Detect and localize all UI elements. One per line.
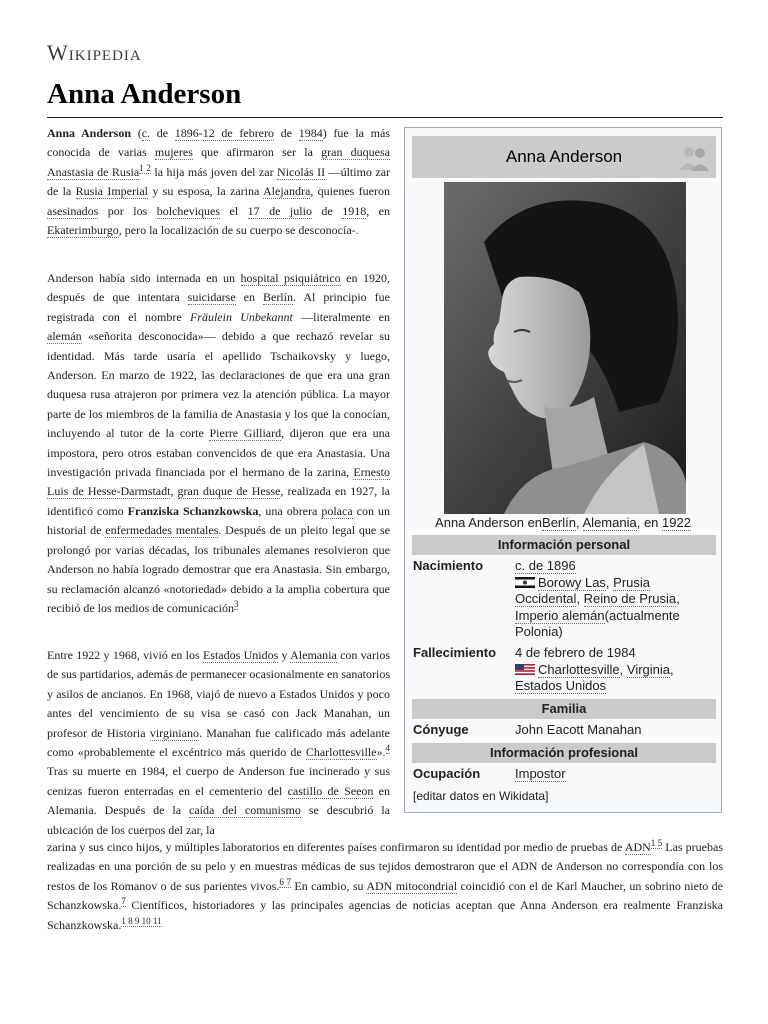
- spouse-value: John Eacott Manahan: [515, 722, 642, 737]
- link-caida-comunismo[interactable]: caída del comunismo: [189, 803, 301, 818]
- ref-1-8-9-10-11[interactable]: 1 8 9 10 11: [121, 915, 162, 926]
- death-value: 4 de febrero de 1984 Charlottesville, Virginia, Estados Unidos: [515, 645, 674, 693]
- link-17-julio[interactable]: 17 de julio: [247, 203, 312, 218]
- ref-3[interactable]: 3: [233, 598, 239, 609]
- portrait-photo: [444, 182, 686, 514]
- link-rusia-imperial[interactable]: Rusia Imperial: [75, 184, 148, 199]
- caption-link-alemania[interactable]: Alemania: [582, 515, 637, 530]
- link-virginiano[interactable]: virginiano: [149, 725, 199, 740]
- section-professional: Información profesional: [412, 743, 716, 763]
- link-impostor[interactable]: Impostor: [515, 766, 566, 781]
- link-charlottesville-box[interactable]: Charlottesville: [538, 661, 620, 677]
- link-circa-1896[interactable]: c. de 1896: [515, 558, 576, 573]
- link-prusia-occidental[interactable]: Prusia Occidental: [515, 574, 651, 606]
- ref-1-5[interactable]: 1 5: [650, 838, 663, 848]
- link-bolcheviques[interactable]: bolcheviques: [156, 203, 221, 218]
- ref-6-7[interactable]: 6 7: [279, 876, 291, 887]
- article-paragraph-1: Anna Anderson (c. de 1896-12 de febrero de 1984) fue la más conocida de varias mujeres que afirmaron ser la gran duquesa Anastasia de Rusia$^{1 2}$ la hija más joven del zar Nicolás II —último zar de la Rusia Imperial y su esposa, la zarina Alejandra, quienes fueron asesinados por los bolcheviques el 17 de julio de 1918, en Ekaterimburgo, pero la localización de su cuerpo se desconocía-.: [47, 126, 391, 238]
- death-label: Fallecimiento: [413, 645, 497, 660]
- link-estados-unidos-box[interactable]: Estados Unidos: [515, 678, 607, 693]
- link-gran-duquesa[interactable]: gran duquesa Anastasia de Rusia: [47, 145, 390, 179]
- spouse-label: Cónyuge: [413, 722, 469, 737]
- subject-name: Anna Anderson: [47, 126, 132, 140]
- ref-4[interactable]: 4: [385, 743, 390, 754]
- caption-link-1922[interactable]: 1922: [662, 515, 691, 530]
- link-circa[interactable]: c.: [141, 126, 151, 140]
- link-mujeres[interactable]: mujeres: [154, 145, 193, 160]
- link-12-febrero[interactable]: 12 de febrero: [202, 126, 275, 140]
- article-paragraph-4: zarina y sus cinco hijos, y múltiples laboratorios en diferentes países confirmaron su identidad por medio de pruebas de $ADN^{1 5}$ Las pruebas realizadas en una porción de su pelo y en muestras médicas de sus tejidos demostraron que el ADN de Anderson no correspondía con los restos de los Romanov o de sus parientes vivos.$^{6 7}$ En cambio, su ADN mitocondrial coincidió con el de Karl Maucher, un sobrino nieto de Schanzkowska.$^7$ Científicos, historiadores y las principales agencias de noticias aceptan que Anna Anderson era realmente Franziska Schanzkowska.$^{1 8 9 10 11}$: [47, 838, 723, 932]
- link-nicolas-ii[interactable]: Nicolás II: [277, 164, 326, 179]
- link-estados-unidos[interactable]: Estados Unidos: [202, 648, 279, 662]
- link-imperio-aleman[interactable]: Imperio alemán: [515, 607, 605, 623]
- page-title: Anna Anderson: [47, 78, 242, 110]
- link-hospital-psiquiatrico[interactable]: hospital psiquiátrico: [240, 271, 341, 285]
- us-flag-icon: [515, 664, 535, 675]
- occupation-value: [515, 766, 715, 783]
- infobox: [404, 127, 722, 813]
- infobox-header: [412, 136, 716, 178]
- section-family: Familia: [412, 699, 716, 719]
- link-polaca[interactable]: polaca: [321, 503, 353, 518]
- occupation-label: Ocupación: [413, 766, 481, 781]
- article-paragraph-3: Entre 1922 y 1968, vivió en los Estados Unidos y Alemania con varios de sus partidarios, además de permanecer ocasionalmente en sanatorios y asilos de ancianos. En 1968, viajó de nuevo a Estados Unidos y poco antes del vencimiento de su visa se casó con Jack Manahan, un profesor de Historia virginiano. Manahan fue calificado más adelante como «probablemente el excéntrico más querido de Charlottesville».$^4$ Tras su muerte en 1984, el cuerpo de Anderson fue incinerado y sus cenizas fueron enterradas en el cementerio del castillo de Seeon en Alemania. Después de la caída del comunismo se descubrió la ubicación de los cuerpos del zar, la: [47, 648, 391, 837]
- article-paragraph-2: Anderson había sido internada en un hospital psiquiátrico en 1920, después de que intentara suicidarse en Berlín. Al principio fue registrada con el nombre Fräulein Unbekannt —literalmente en alemán «señorita desconocida»— debido a que rechazó revelar su identidad. Más tarde usaría el apellido Tschaikovsky y luego, Anderson. En marzo de 1922, las declaraciones de que era una gran duquesa rusa atrajeron por primera vez la atención pública. La mayor parte de los miembros de la familia de Anastasia y los que la conocían, incluyendo al tutor de la corte Pierre Gilliard, dijeron que era una impostora, pero otros estaban convencidos de que era Anastasia. Una investigación privada financiada por el hermano de la zarina, Ernesto Luis de Hesse-Darmstadt, gran duque de Hesse, realizada en 1927, la identificó como Franziska Schanzkowska, una obrera polaca con un historial de enfermedades mentales. Después de un pleito legal que se prolongó por varias décadas, los tribunales alemanes resolvieron que Anderson no había logrado demostrar que era Anastasia. Sin embargo, su reclamación alcanzó «notoriedad» debido a la amplia cobertura que recibió de los medios de comunicación$^3$: [47, 271, 391, 615]
- birth-value: c. de 1896 Borowy Las, Prusia Occidental, Reino de Prusia, Imperio alemán(actualmente Polonia): [515, 558, 680, 639]
- link-pierre-gilliard[interactable]: Pierre Gilliard: [209, 426, 282, 441]
- link-1896[interactable]: 1896: [174, 126, 199, 140]
- birth-label: Nacimiento: [413, 558, 484, 573]
- link-1984[interactable]: 1984: [298, 126, 323, 140]
- section-personal: Información personal: [412, 535, 716, 555]
- link-1918[interactable]: 1918: [342, 203, 367, 218]
- link-berlin[interactable]: Berlín: [262, 290, 293, 305]
- ref-1-2[interactable]: 1 2: [139, 162, 151, 173]
- photo-caption: Anna Anderson enBerlín, Alemania, en 1922: [435, 515, 691, 530]
- wikipedia-wordmark[interactable]: Wikipedia: [47, 40, 142, 65]
- infobox-title: Anna Anderson: [505, 147, 623, 166]
- link-charlottesville[interactable]: Charlottesville: [305, 745, 377, 760]
- link-reino-prusia[interactable]: Reino de Prusia: [583, 591, 677, 606]
- link-alejandra[interactable]: Alejandra: [263, 184, 311, 199]
- title-divider: [47, 117, 723, 118]
- fraulein-unbekannt: Fräulein Unbekannt: [189, 309, 293, 324]
- ref-7[interactable]: 7: [121, 896, 126, 907]
- link-castillo-seeon[interactable]: castillo de Seeon: [287, 783, 374, 798]
- prussia-flag-icon: [515, 577, 535, 588]
- people-icon: [678, 142, 710, 172]
- link-adn-mitocondrial[interactable]: ADN mitocondrial: [366, 878, 458, 893]
- link-virginia[interactable]: Virginia: [626, 661, 671, 677]
- link-borowy-las[interactable]: Borowy Las: [538, 574, 606, 590]
- franziska-name: Franziska Schanzkowska: [127, 503, 259, 518]
- edit-wikidata-link[interactable]: [editar datos en Wikidata]: [413, 789, 549, 803]
- link-aleman[interactable]: alemán: [47, 329, 82, 344]
- link-asesinados[interactable]: asesinados: [47, 203, 99, 218]
- link-ekaterimburgo[interactable]: Ekaterimburgo: [47, 223, 119, 238]
- link-gran-duque-hesse[interactable]: gran duque de Hesse: [177, 484, 281, 499]
- link-enfermedades-mentales[interactable]: enfermedades mentales: [105, 523, 219, 538]
- link-ernesto-luis[interactable]: Ernesto Luis de Hesse-Darmstadt: [47, 465, 390, 499]
- caption-link-berlin[interactable]: Berlín: [542, 515, 576, 530]
- link-suicidarse[interactable]: suicidarse: [187, 290, 236, 305]
- link-alemania[interactable]: Alemania: [290, 648, 337, 662]
- link-adn[interactable]: ADN: [624, 840, 651, 854]
